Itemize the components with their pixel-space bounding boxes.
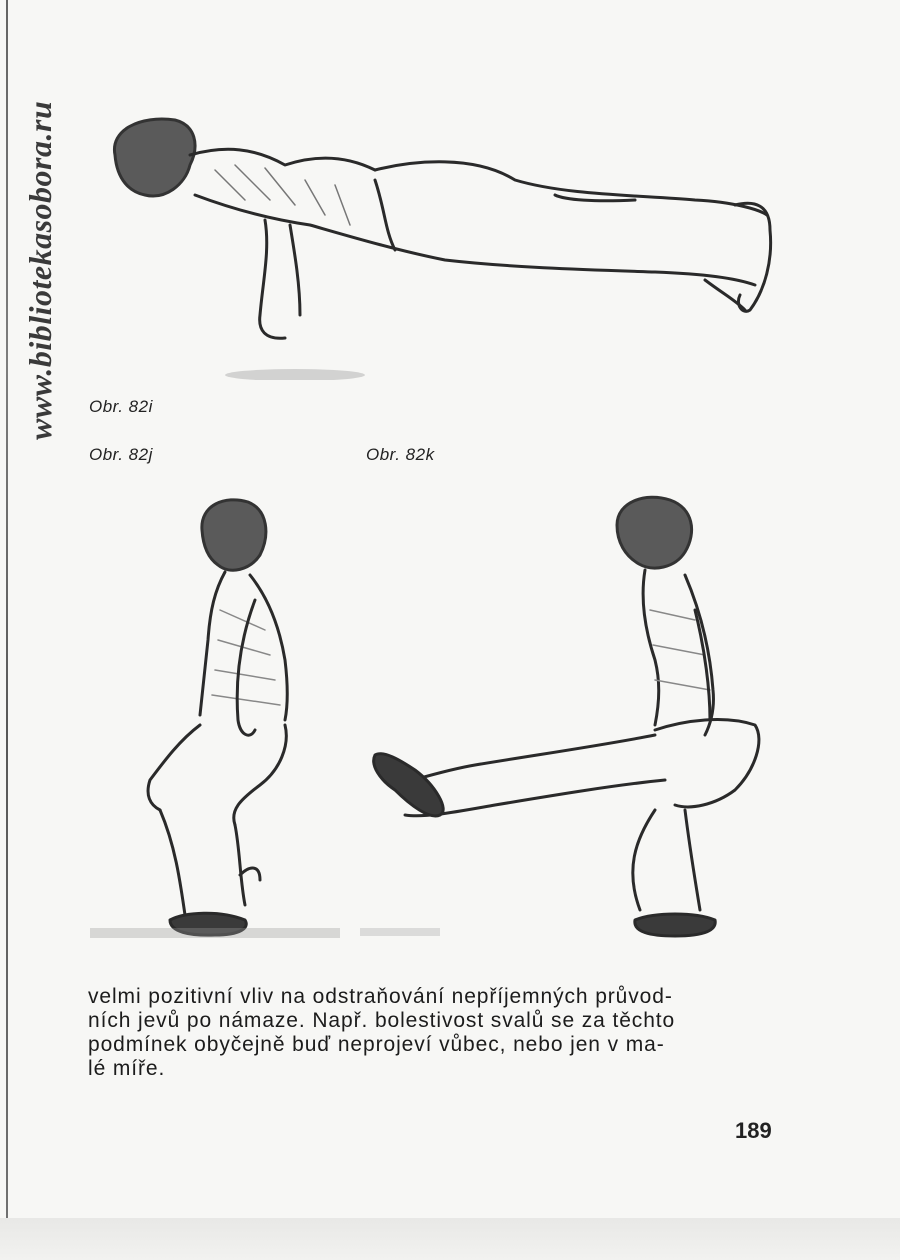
- figure-caption-82k: Obr. 82k: [366, 445, 435, 464]
- figure-caption-82i: Obr. 82i: [89, 397, 153, 416]
- page-number: 189: [735, 1118, 772, 1143]
- watermark-text: www.bibliotekasobora.ru: [22, 100, 58, 440]
- scan-bottom-edge: [0, 1218, 900, 1260]
- binding-edge: [6, 0, 8, 1220]
- body-text-line: lé míře.: [88, 1057, 166, 1080]
- body-text-line: ních jevů po námaze. Např. bolestivost svalů se za těchto: [88, 1009, 676, 1032]
- body-paragraph: [88, 985, 788, 1081]
- pistol-squat-figure-icon: [355, 480, 795, 950]
- push-up-figure-icon: [95, 100, 795, 380]
- figure-caption-82j: Obr. 82j: [89, 445, 153, 464]
- body-text-line: podmínek obyčejně buď neprojeví vůbec, nebo jen v ma-: [88, 1033, 665, 1056]
- body-text-line: velmi pozitivní vliv na odstraňování nepříjemných průvod-: [88, 985, 673, 1008]
- squat-figure-icon: [90, 480, 345, 955]
